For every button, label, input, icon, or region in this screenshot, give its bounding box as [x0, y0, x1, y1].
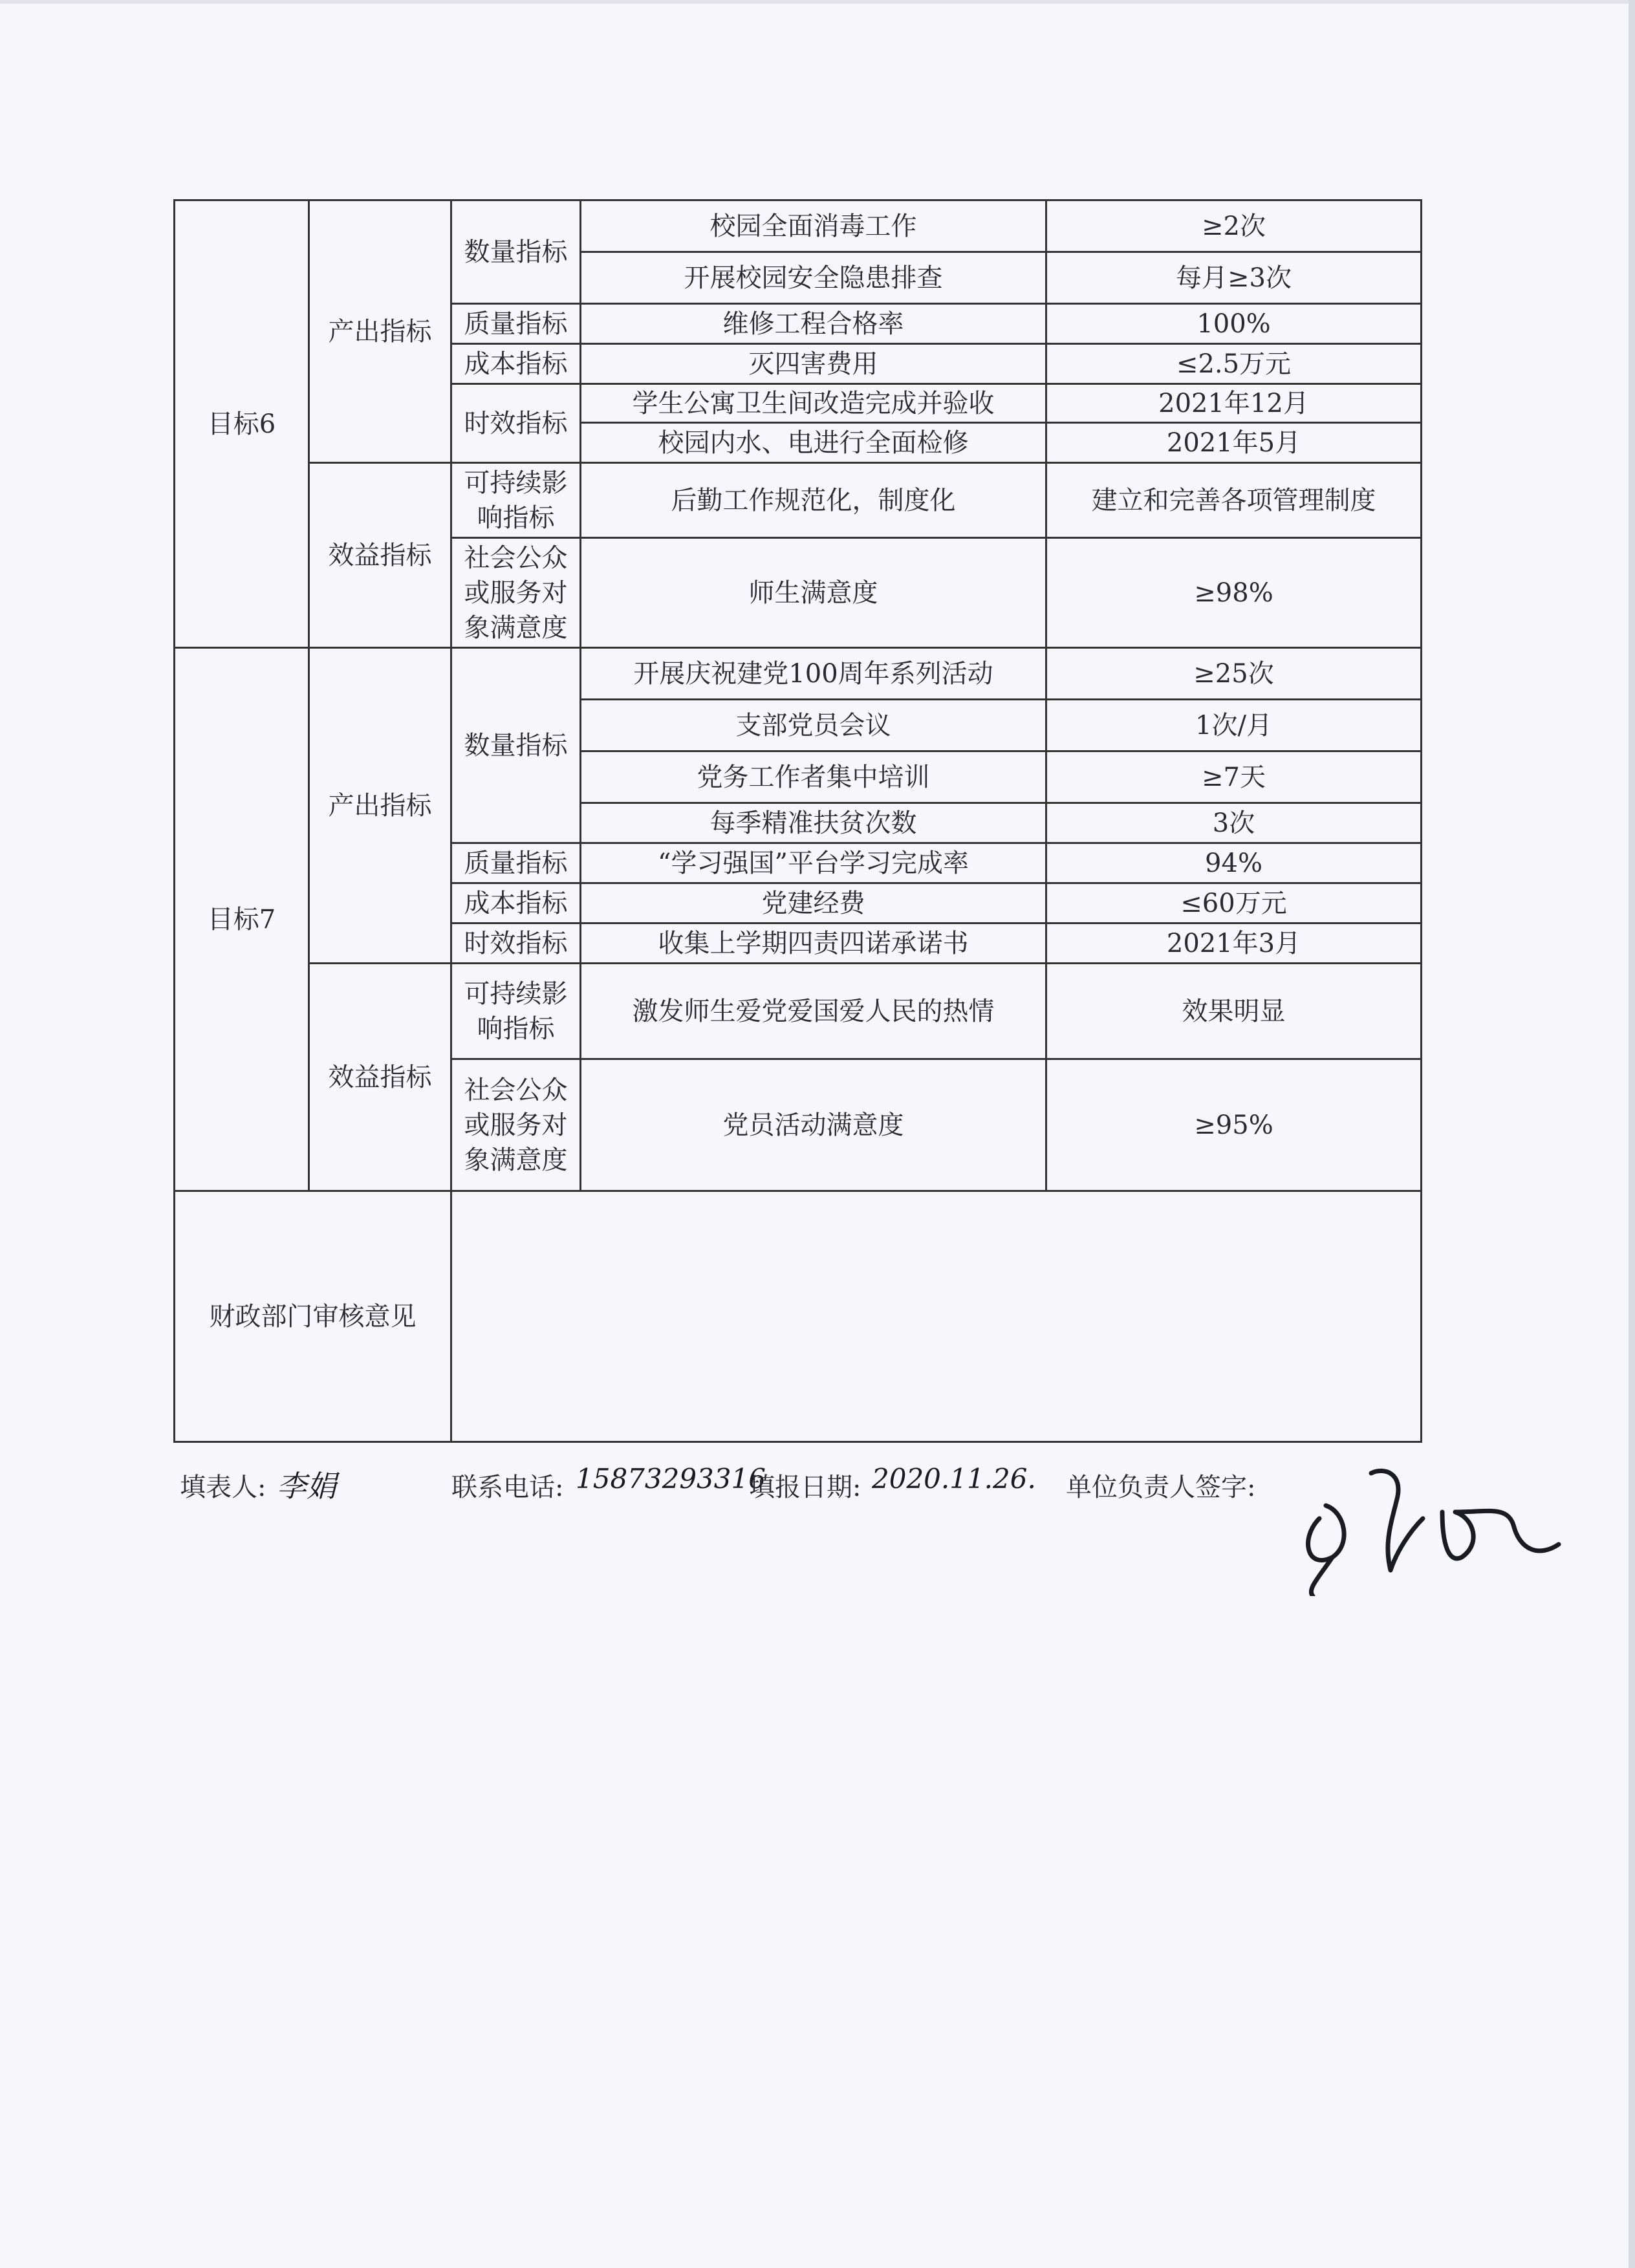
goal-7-time-label: 时效指标 [451, 923, 581, 964]
goal-7-item-8: 激发师生爱党爱国爱人民的热情 [581, 964, 1046, 1059]
goal-7-item-1: 开展庆祝建党100周年系列活动 [581, 648, 1046, 700]
goal-7-value-2: 1次/月 [1046, 700, 1422, 751]
goal-6-item-4: 灭四害费用 [581, 344, 1046, 384]
goal-7-item-2: 支部党员会议 [581, 700, 1046, 751]
goal-7-value-3: ≥7天 [1046, 751, 1422, 803]
goal-6-quantity-label: 数量指标 [451, 200, 581, 304]
phone-label: 联系电话: [451, 1473, 564, 1502]
goal-6-item-2: 开展校园安全隐患排查 [581, 252, 1046, 304]
goal-7-sustain-label: 可持续影响指标 [451, 964, 581, 1059]
goal-7-item-9: 党员活动满意度 [581, 1059, 1046, 1191]
leader-signature [1294, 1441, 1565, 1596]
goal-6-output-label: 产出指标 [309, 200, 451, 463]
leader-label: 单位负责人签字: [1066, 1473, 1256, 1502]
goal-7-benefit-label: 效益指标 [309, 964, 451, 1191]
goal-6-quality-label: 质量指标 [451, 304, 581, 344]
goal-6-sustain-label: 可持续影响指标 [451, 463, 581, 538]
goal-6-item-1: 校园全面消毒工作 [581, 200, 1046, 252]
goal-6-value-1: ≥2次 [1046, 200, 1422, 252]
goal-7-value-6: ≤60万元 [1046, 883, 1422, 923]
goal-6-value-6: 2021年5月 [1046, 423, 1422, 463]
goal-7-value-1: ≥25次 [1046, 648, 1422, 700]
goal-7-value-4: 3次 [1046, 803, 1422, 843]
goal-7-item-4: 每季精准扶贫次数 [581, 803, 1046, 843]
goal-6-item-8: 师生满意度 [581, 538, 1046, 648]
goal-6-item-6: 校园内水、电进行全面检修 [581, 423, 1046, 463]
date-value: 2020.11.26. [872, 1463, 1036, 1495]
table-row [175, 964, 1422, 1059]
table-row [175, 200, 1422, 252]
goal-6-value-3: 100% [1046, 304, 1422, 344]
goal-6-label: 目标6 [175, 200, 309, 648]
table-row [175, 463, 1422, 538]
goal-6-value-5: 2021年12月 [1046, 384, 1422, 423]
goal-6-cost-label: 成本指标 [451, 344, 581, 384]
goal-7-value-5: 94% [1046, 843, 1422, 883]
goal-7-value-9: ≥95% [1046, 1059, 1422, 1191]
goal-6-value-8: ≥98% [1046, 538, 1422, 648]
scan-edge-right [1629, 0, 1635, 2268]
goal-7-satisfaction-label: 社会公众或服务对象满意度 [451, 1059, 581, 1191]
goal-7-output-label: 产出指标 [309, 648, 451, 964]
goal-7-item-7: 收集上学期四责四诺承诺书 [581, 923, 1046, 964]
goal-7-item-6: 党建经费 [581, 883, 1046, 923]
table-row [175, 1191, 1422, 1442]
goal-6-value-4: ≤2.5万元 [1046, 344, 1422, 384]
goal-7-item-3: 党务工作者集中培训 [581, 751, 1046, 803]
goal-6-satisfaction-label: 社会公众或服务对象满意度 [451, 538, 581, 648]
filler-signature: 李娟 [277, 1469, 336, 1504]
goal-7-value-8: 效果明显 [1046, 964, 1422, 1059]
goal-6-item-3: 维修工程合格率 [581, 304, 1046, 344]
goal-7-cost-label: 成本指标 [451, 883, 581, 923]
scan-edge-top [0, 0, 1629, 4]
review-content [451, 1191, 1422, 1442]
goal-6-value-7: 建立和完善各项管理制度 [1046, 463, 1422, 538]
goal-6-time-label: 时效指标 [451, 384, 581, 463]
goal-7-label: 目标7 [175, 648, 309, 1191]
goal-6-item-7: 后勤工作规范化，制度化 [581, 463, 1046, 538]
date-label: 填报日期: [749, 1473, 861, 1502]
filler-label: 填表人: [180, 1473, 266, 1502]
table-row [175, 648, 1422, 700]
goal-7-item-5: “学习强国”平台学习完成率 [581, 843, 1046, 883]
phone-value: 15873293316 [576, 1463, 766, 1495]
goal-7-value-7: 2021年3月 [1046, 923, 1422, 964]
goal-7-quantity-label: 数量指标 [451, 648, 581, 843]
goal-6-benefit-label: 效益指标 [309, 463, 451, 648]
performance-indicator-table [173, 199, 1422, 1443]
goal-6-value-2: 每月≥3次 [1046, 252, 1422, 304]
goal-6-item-5: 学生公寓卫生间改造完成并验收 [581, 384, 1046, 423]
review-label: 财政部门审核意见 [175, 1191, 451, 1442]
goal-7-quality-label: 质量指标 [451, 843, 581, 883]
